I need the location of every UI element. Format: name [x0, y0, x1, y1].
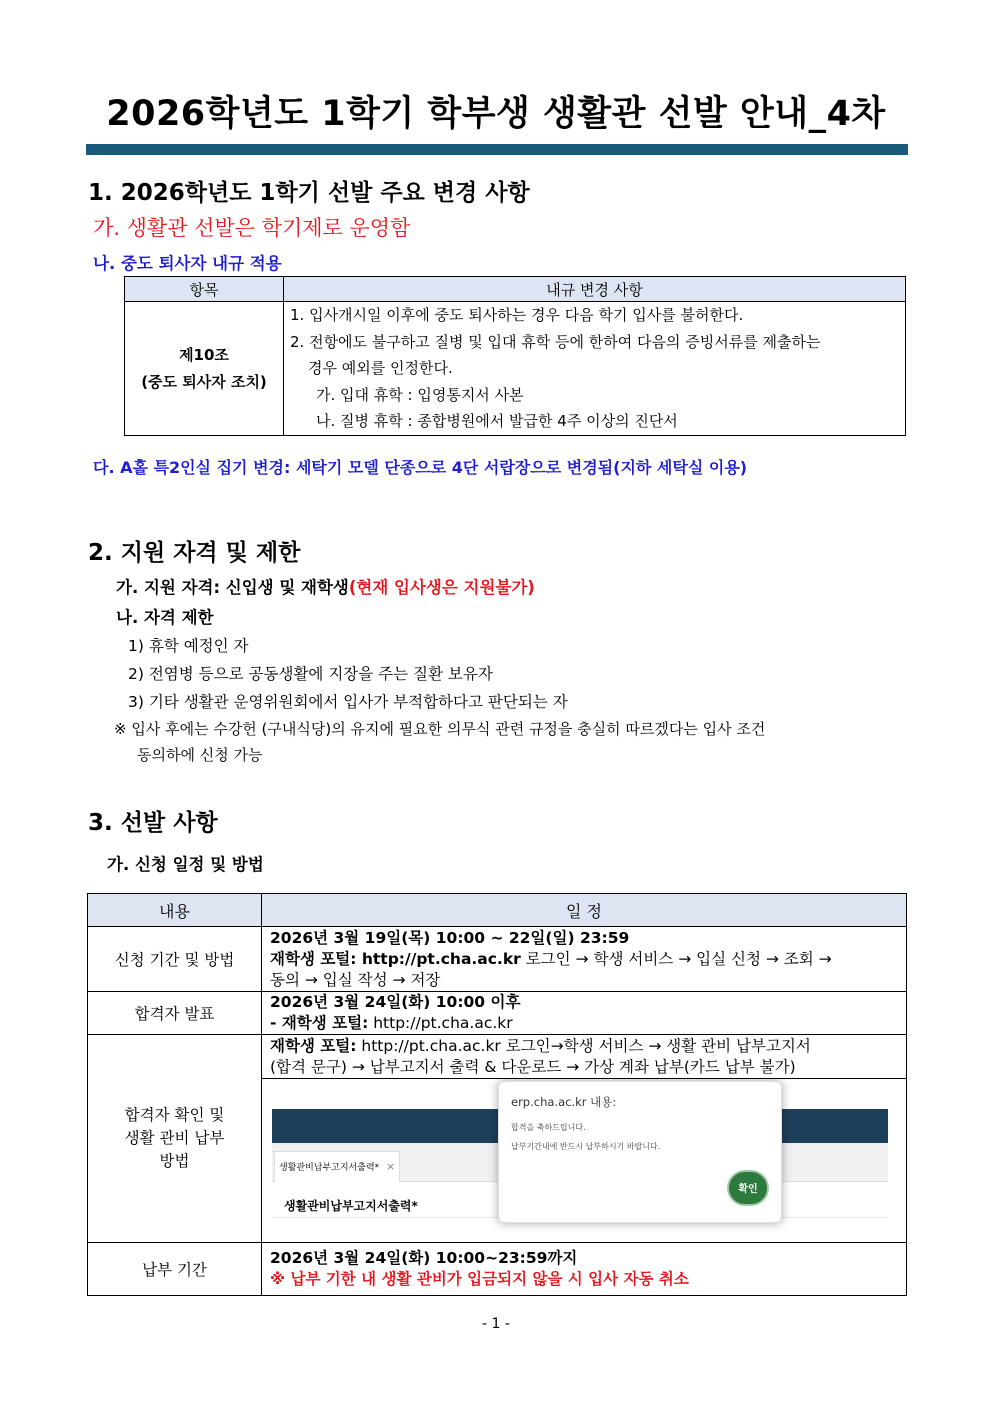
row-announce-label: 합격자 발표 — [88, 992, 262, 1035]
tab-close-icon[interactable]: × — [386, 1160, 396, 1173]
row-payment-content — [262, 1243, 907, 1296]
screenshot-tab[interactable] — [274, 1151, 400, 1182]
payment-period: 2026년 3월 24일(화) 10:00~23:59까지 — [270, 1249, 578, 1267]
restriction-item-2: 2) 전염병 등으로 공동생활에 지장을 주는 질환 보유자 — [128, 665, 493, 683]
rule-article-title: (중도 퇴사자 조치) — [141, 373, 267, 392]
row-apply-content — [262, 927, 907, 992]
section3-subheading: 가. 신청 일정 및 방법 — [107, 855, 264, 874]
row-announce-content — [262, 992, 907, 1035]
apply-portal-link[interactable]: 재학생 포털: http://pt.cha.ac.kr — [270, 949, 521, 968]
row-confirm-content — [262, 1035, 907, 1079]
page-title: 2026학년도 1학기 학부생 생활관 선발 안내_4차 — [106, 94, 886, 134]
col-header-content: 내용 — [88, 894, 262, 927]
alert-message-1: 합격을 축하드립니다. — [511, 1123, 586, 1132]
row-confirm-label — [88, 1035, 262, 1243]
payment-warning: ※ 납부 기한 내 생활 관비가 입금되지 않을 시 입사 자동 취소 — [270, 1270, 689, 1288]
apply-period: 2026년 3월 19일(목) 10:00 ~ 22일(일) 23:59 — [270, 928, 630, 947]
alert-confirm-button[interactable]: 확인 — [727, 1170, 769, 1206]
rule-article-cell — [125, 302, 284, 436]
qualification-text: 가. 지원 자격: 신입생 및 재학생 — [116, 578, 349, 597]
section1-item-ga: 가. 생활관 선발은 학기제로 운영함 — [93, 216, 411, 240]
section2-note-line2: 동의하에 신청 가능 — [137, 746, 263, 764]
screenshot-tab-label: 생활관비납부고지서출력* — [279, 1163, 380, 1173]
rule-line-1: 1. 입사개시일 이후에 중도 퇴사하는 경우 다음 학기 입사를 불허한다. — [290, 306, 744, 324]
section2-heading: 2. 지원 자격 및 제한 — [88, 540, 301, 566]
confirm-label-2: 생활 관비 납부 — [124, 1129, 225, 1147]
col-header-change: 내규 변경 사항 — [284, 277, 906, 302]
confirm-steps-2: (합격 문구) → 납부고지서 출력 & 다운로드 → 가상 계좌 납부(카드 납부 불가) — [270, 1057, 796, 1076]
section2-restriction-heading: 나. 자격 제한 — [116, 608, 214, 627]
screenshot-page-heading: 생활관비납부고지서출력* — [284, 1199, 418, 1213]
title-underline-bar — [86, 144, 908, 155]
rule-content-cell — [284, 302, 906, 436]
alert-title: erp.cha.ac.kr 내용: — [511, 1095, 617, 1109]
announce-portal-link[interactable]: http://pt.cha.ac.kr — [368, 1014, 513, 1032]
confirm-steps-1: http://pt.cha.ac.kr 로그인→학생 서비스 → 생활 관비 납부고지서 — [356, 1036, 811, 1055]
col-header-item: 항목 — [125, 277, 284, 302]
row-payment-label: 납부 기간 — [88, 1243, 262, 1296]
screenshot-cell — [262, 1079, 907, 1243]
section1-item-da: 다. A홀 특2인실 집기 변경: 세탁기 모델 단종으로 4단 서랍장으로 변경됨(지하 세탁실 이용) — [93, 458, 748, 477]
rule-line-3: 경우 예외를 인정한다. — [308, 359, 453, 377]
apply-steps-2: 동의 → 입실 작성 → 저장 — [270, 970, 441, 989]
rule-line-4: 가. 입대 휴학 : 입영통지서 사본 — [316, 385, 524, 404]
restriction-item-3: 3) 기타 생활관 운영위원회에서 입사가 부적합하다고 판단되는 자 — [128, 693, 568, 711]
section1-item-na: 나. 중도 퇴사자 내규 적용 — [93, 254, 282, 273]
confirm-label-3: 방법 — [159, 1152, 190, 1170]
restriction-item-1: 1) 휴학 예정인 자 — [128, 637, 249, 655]
qualification-exclusion: (현재 입사생은 지원불가) — [348, 578, 535, 597]
rule-line-2: 2. 전항에도 불구하고 질병 및 입대 휴학 등에 한하여 다음의 증빙서류를 제출하는 — [290, 332, 821, 351]
alert-dialog — [498, 1081, 782, 1223]
announce-portal-label: - 재학생 포털: — [270, 1014, 369, 1032]
section1-heading: 1. 2026학년도 1학기 선발 주요 변경 사항 — [88, 180, 530, 206]
col-header-schedule: 일 정 — [262, 894, 907, 927]
rule-article-number: 제10조 — [179, 346, 229, 365]
rule-line-5: 나. 질병 휴학 : 종합병원에서 발급한 4주 이상의 진단서 — [316, 412, 678, 430]
confirm-label-1: 합격자 확인 및 — [124, 1106, 225, 1124]
section3-heading: 3. 선발 사항 — [88, 810, 218, 836]
schedule-table — [87, 893, 907, 1296]
row-apply-label: 신청 기간 및 방법 — [88, 927, 262, 992]
apply-steps-1: 로그인 → 학생 서비스 → 입실 신청 → 조회 → — [520, 949, 832, 968]
announce-date: 2026년 3월 24일(화) 10:00 이후 — [270, 993, 521, 1011]
rules-change-table — [124, 276, 906, 436]
page-number: - 1 - — [482, 1316, 510, 1332]
confirm-portal-label: 재학생 포털: — [270, 1036, 357, 1055]
embedded-screenshot — [262, 1079, 906, 1242]
section2-qualification — [116, 574, 535, 598]
alert-message-2: 납부기간내에 반드시 납부하시기 바랍니다. — [511, 1142, 661, 1151]
section2-note-line1: ※ 입사 후에는 수강헌 (구내식당)의 유지에 필요한 의무식 관련 규정을 충실히 따르겠다는 입사 조건 — [114, 720, 766, 738]
